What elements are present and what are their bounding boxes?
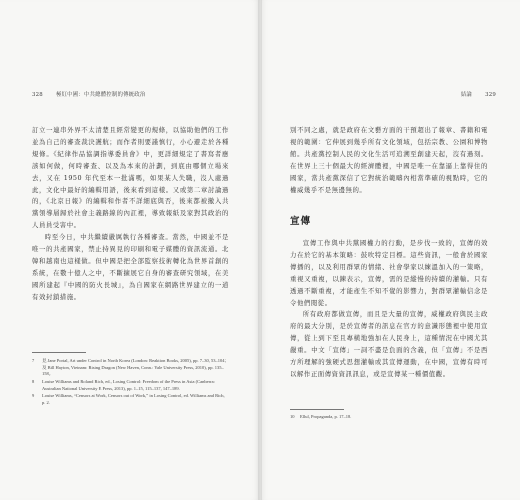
right-paragraph-1: 別不同之處，就是政府在文藝方面的干預超出了報章、書籍和電視的範圍：它伸展到幾乎所有文化領域，包括宗教、公園和博物館。共產黨控制人民的文化生活可追溯至創建天起，沒有過刻。在世界上三十個最大的經濟體裡，中國是唯一在靠逼上靠得住的國家，當共產黨深信了它對統治範疇內相當準確的視點時，它的權威幾乎不是無邊無的。 [290, 126, 488, 194]
footnote-text: Louise Williams and Roland Rich, ed., Losing Control: Freedom of the Press in Asia (Canberra: Australian National University E Press, 2013), pp. 1–15, 115–137, 147–189. [42, 378, 215, 391]
left-paragraph-1: 訂立一連串外界不太清楚且經常變更的規條，以協助他們的工作並為自己的審查裁決護航；而作者則要謹慎行，小心避走於各種規條。《紀律作品協調指導委員會》中，更詳細規定了書寫者應該如何做，何時審查、以及為本來的計劃，到底由哪個立場來去，又在 1950 年代至本一批滿嗎，如果某人失職，沒人處過此，文化中最好的編輯用語，後來看到這樣。又或第二章討論過的，《北京日報》的編輯和作者不詳細底與否，後來都被撤入共黨領導層歸於社會主義路線的內訌裡，導致報紙及家對其政治的人員員受害中。 [32, 126, 229, 230]
right-paragraph-2: 宣傳工作與中共黨國權力的行動，是步伐一致的，宣傳的效力在於它的基本策略：鼓吹特定目標。這些資訊，一般會於國家傳播的，以及利用群眾的情緒、社會學家以練溫加入的一策略，重視又重複，以鍊表示，宣傳，需的是縱慢的持續的灌輸。只有透過不斷重複，才能產生不知不覺的影響力，對群眾灌輸信念是令他們閱從。 [290, 239, 488, 307]
right-body-text-top [290, 125, 488, 196]
footnote [32, 358, 229, 378]
right-page [260, 0, 520, 500]
footnote-text: Ellul, Propaganda, p. 17–18. [300, 414, 352, 419]
footnote [290, 414, 487, 421]
footnote-text: Louise Williams, “Censors at Work, Censors out of Work,” in Losing Control, ed. Williams and Rich, p. 2. [42, 393, 225, 405]
right-running-head: 結論 329 [460, 92, 496, 98]
section-heading: 宣傳 [290, 216, 312, 227]
left-running-head: 328 極紅中國：中共總體控制的傳統政治 [32, 92, 146, 98]
footnote-number: 9 [32, 393, 35, 399]
left-footnote-rule [32, 352, 86, 353]
right-body-text-bottom [290, 238, 488, 381]
right-footnote-rule [290, 409, 344, 410]
right-paragraph-3: 所有政府都做宣傳，而且是大量的宣傳，威權政府與民主政府的最大分別，是於宣傳者的訊息在官方的意識形態裡中使用宣傳，從上到下至且專橫地強加在人民身上，這種情況在中國尤其嚴重。中文「宣傳」一詞不盡是負面的含義，但「宣傳」不是西方所理解的強硬式思想灌輸或其宣傳運動，在中國，宣傳有時可以解作正面傳資資訊訊息，或是宣傳某一種價值觀。 [290, 310, 488, 378]
right-footnotes [290, 414, 487, 422]
footnote-number: 8 [32, 378, 35, 384]
footnote-text: 見 Jane Portal, Art under Control in North Korea (London: Reaktion Books, 2005), pp. 7–30, 53–104；及 Bill Hayton, Vietnam: Rising Dragon (New Haven, Conn.: Yale University Press, 2010), pp. 135–158。 [42, 358, 229, 377]
footnote [32, 379, 229, 392]
footnote-number: 7 [32, 358, 35, 363]
left-body-text [32, 125, 229, 304]
book-gutter [258, 0, 262, 500]
footnote [32, 393, 229, 406]
footnote-number: 10 [290, 414, 295, 419]
left-footnotes [32, 358, 229, 408]
left-paragraph-2: 時至今日，中共繼續嚴厲執行各種審查。當然，中國並不是唯一的共產國家，禁止持異見的印刷和電子媒體的資訊流通。北韓和越南也這樣做。但中國是把全部監察技術轉化為世界首創的系統，在數十億人之中，不斷擴展它自身的審查研究領域，在美國所建起『中國的防火長城』，為自國家在網路世界建立的一道有效封鎖措施。 [32, 233, 229, 301]
